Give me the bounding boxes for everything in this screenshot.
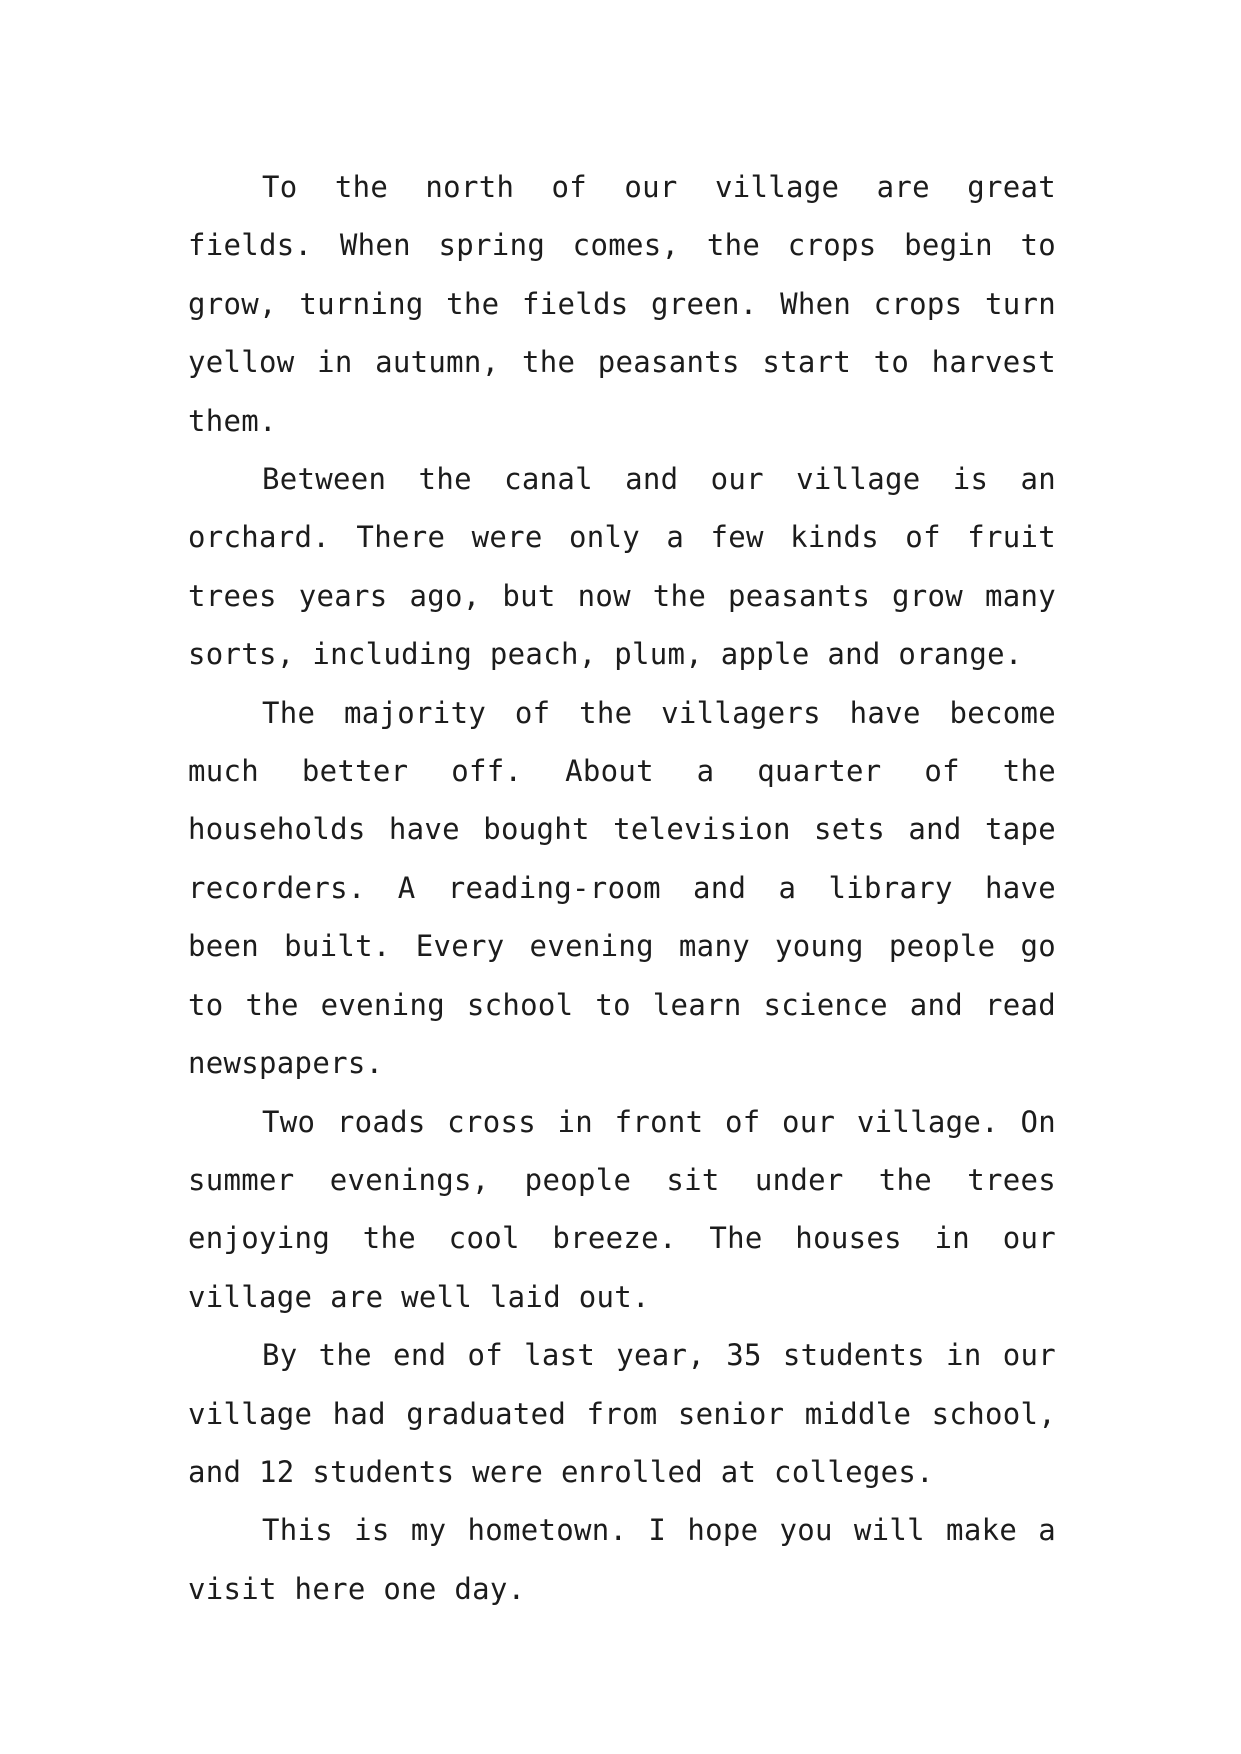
paragraph-roads: Two roads cross in front of our village. On summer evenings, people sit under the trees enjoying the cool breeze. The houses in our village are well laid out. [188, 1104, 1056, 1314]
paragraph-students: By the end of last year, 35 students in our village had graduated from senior middle school, and 12 students were enrolled at colleges. [188, 1338, 1056, 1489]
paragraph-orchard: Between the canal and our village is an orchard. There were only a few kinds of fruit trees years ago, but now the peasants grow many sorts, including peach, plum, apple and orange. [188, 462, 1056, 672]
essay-body [188, 158, 1056, 1618]
paragraph-hometown: This is my hometown. I hope you will make a visit here one day. [188, 1513, 1056, 1606]
paragraph-villagers: The majority of the villagers have become much better off. About a quarter of the households have bought television sets and tape recorders. A reading-room and a library have been built. Every evening many young people go to the evening school to learn science and read newspapers. [188, 695, 1056, 1081]
paragraph-fields: To the north of our village are great fields. When spring comes, the crops begin to grow, turning the fields green. When crops turn yellow in autumn, the peasants start to harvest them. [188, 170, 1056, 438]
